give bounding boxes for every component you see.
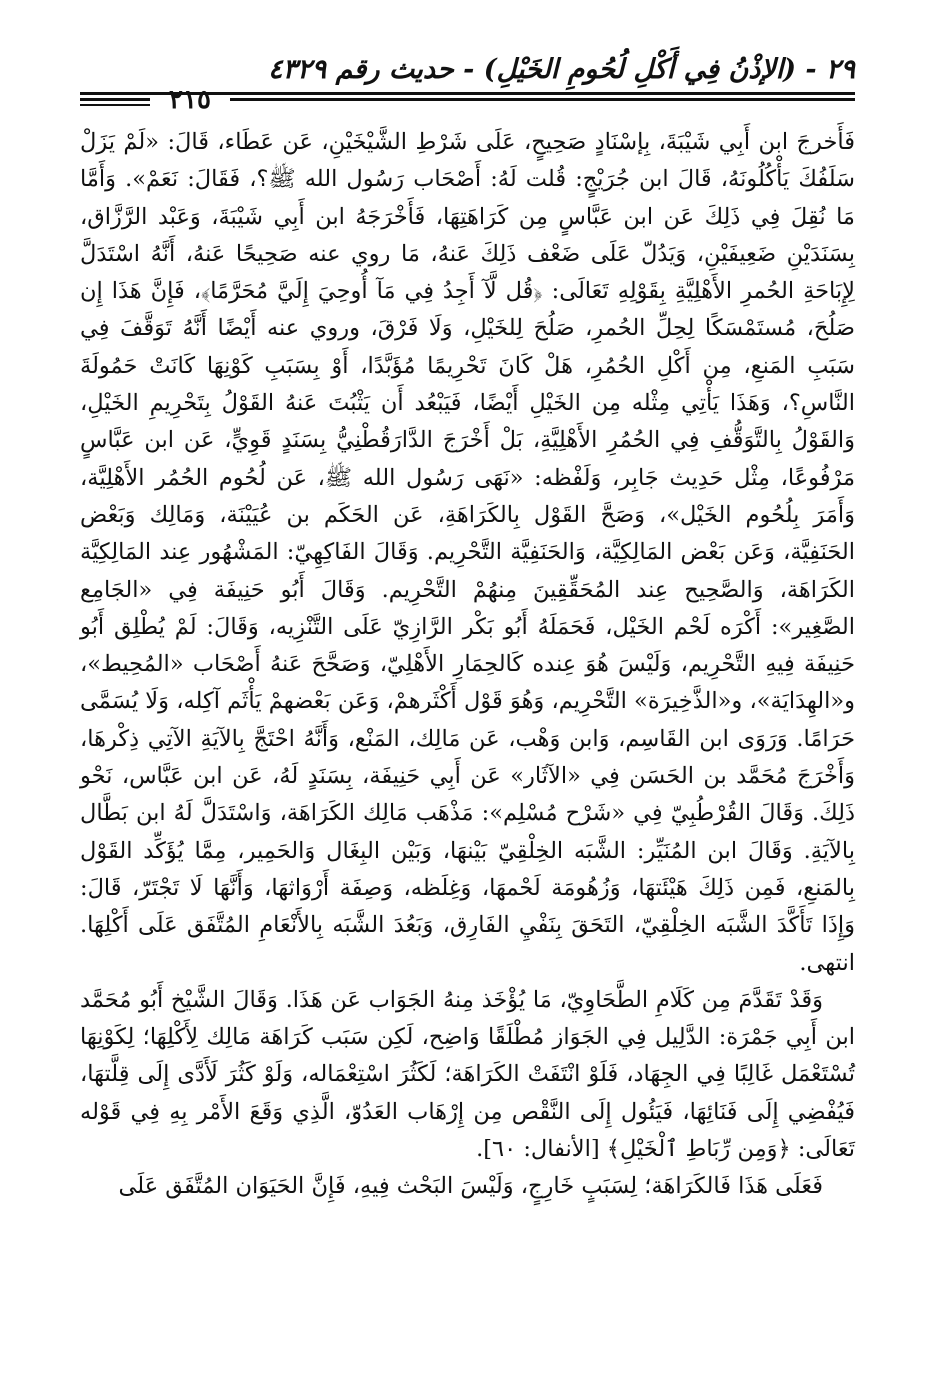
body-text (80, 124, 855, 1206)
header-rule-right (230, 98, 855, 101)
header-rule-short (80, 104, 150, 106)
paragraph-3: فَعَلَى هَذَا فَالكَرَاهَة؛ لِسَبَبٍ خَارِجٍ، وَلَيْسَ البَحْث فِيهِ، فَإِنَّ الحَيَوَان المُتَّفَق عَلَى (118, 1173, 823, 1200)
header-rule (80, 92, 855, 95)
paragraph-1: فَأَخرجَ ابن أَبِي شَيْبَةَ، بِإسْنَادٍ صَحِيحٍ، عَلَى شَرْطِ الشَّيْخَيْنِ، عَن عَطَاء، قَالَ: «لَمْ يَزَلْ سَلَفُكَ يَأْكُلُونَهُ، قَالَ ابن جُرَيْجٍ: قُلت لَهُ: أَصْحَاب رَسُول الله ﷺ؟، فَقَالَ: نَعَمْ». وَأَمَّا مَا نُقِلَ فِي ذَلِكَ عَن ابن عَبَّاسٍ مِن كَرَاهَتِهَا، فَأَخْرَجَهُ ابن أَبِي شَيْبَةَ، وَعَبْد الرَّزَّاق، بِسَنَدَيْنِ ضَعِيفَيْنِ، وَيَدُلّ عَلَى ضَعْف ذَلِكَ عَنهُ، مَا روي عنه صَحِيحًا عَنهُ، أَنَّهُ اسْتَدَلَّ لِإِبَاحَةِ الحُمرِ الأَهْلِيَّةِ بِقَوْلِهِ تَعَالَى: ﴿قُل لَّآ أَجِدُ فِي مَآ أُوحِيَ إِلَيَّ مُحَرَّمًا﴾، فَإِنَّ هَذَا إِن صَلُحَ، مُستَمْسَكًا لِحِلِّ الحُمرِ، صَلُحَ لِلخَيْلِ، وَلَا فَرْقَ، وروي عنه أَيْضًا أَنَّهُ تَوَقَّفَ فِي سَبَبِ المَنعِ، مِن أَكْلِ الحُمُرِ، هَلْ كَانَ تَحْرِيمًا مُؤَبَّدًا، أَوْ بِسَبَبِ كَوْنِهَا كَانَتْ حَمُولَةَ النَّاسِ؟، وَهَذَا يَأْتِي مِثْله مِن الخَيْلِ أَيْضًا، فَيَبْعُد أَن يَثْبُتَ عَنهُ القَوْلُ بِتَحْرِيمِ الخَيْلِ، وَالقَوْلُ بِالتَّوَقُّفِ فِي الحُمُرِ الأَهْلِيَّةِ، بَلْ أَخْرَجَ الدَّارَقُطْنِيُّ بِسَنَدٍ قَوِيٍّ، عَن ابن عَبَّاسٍ مَرْفُوعًا، مِثْل حَدِيث جَابِر، وَلَفْظه: «نَهَى رَسُول الله ﷺ، عَن لُحُوم الحُمُر الأَهْلِيَّة، وَأَمَرَ بِلُحُوم الخَيْل»، وَصَحَّ القَوْل بِالكَرَاهَةِ، عَن الحَكَم بن عُيَيْنَة، وَمَالِك وَبَعْض الحَنَفِيَّة، وَعَن بَعْض المَالِكِيَّة، وَالحَنَفِيَّة التَّحْرِيم. وَقَالَ الفَاكِهِيّ: المَشْهُور عِند المَالِكِيَّة الكَرَاهَة، وَالصَّحِيح عِند المُحَقِّقِينَ مِنهُمْ التَّحْرِيم. وَقَالَ أَبُو حَنِيفَة فِي «الجَامِع الصَّغِير»: أَكْرَه لَحْم الخَيْل، فَحَمَلَهُ أَبُو بَكْر الرَّازِيّ عَلَى التَّنْزِيه، وَقَالَ: لَمْ يُطْلِق أَبُو حَنِيفَة فِيهِ التَّحْرِيم، وَلَيْسَ هُوَ عِنده كَالحِمَارِ الأَهْلِيّ، وَصَحَّحَ عَنهُ أَصْحَاب «المُحِيط»، و«الهِدَايَة»، و«الذَّخِيرَة» التَّحْرِيم، وَهُوَ قَوْل أَكْثَرهمْ، وَعَن بَعْضهمْ يَأْثَم آكِله، وَلَا يُسَمَّى حَرَامًا. وَرَوَى ابن القَاسِم، وَابن وَهْب، عَن مَالِك، المَنْع، وَأَنَّهُ احْتَجَّ بِالآيَةِ الآتِي ذِكْرهَا، وَأَخْرَجَ مُحَمَّد بن الحَسَن فِي «الآثَار» عَن أَبِي حَنِيفَة، بِسَنَدٍ لَهُ، عَن ابن عَبَّاس، نَحْو ذَلِكَ. وَقَالَ القُرْطُبِيّ فِي «شَرْح مُسْلِم»: مَذْهَب مَالِك الكَرَاهَة، وَاسْتَدَلَّ لَهُ ابن بَطَّال بِالآيَةِ. وَقَالَ ابن المُنَيِّر: الشَّبَه الخِلْقِيّ بَيْنهَا، وَبَيْن البِغَال وَالحَمِير، مِمَّا يُؤَكِّد القَوْل بِالمَنعِ، فَمِن ذَلِكَ هَيْئَتهَا، وَزُهُومَة لَحْمهَا، وَغِلَظه، وَصِفَة أَرْوَاثهَا، وَأَنَّهَا لَا تَجْتَرّ، قَالَ: وَإِذَا تَأَكَّدَ الشَّبَه الخِلْقِيّ، التَحَقَ بِنَفْيِ الفَارِق، وَبَعُدَ الشَّبَه بِالأَنْعَامِ المُتَّفَق عَلَى أَكْلِهَا. انتهى. (80, 129, 855, 976)
header-rule-left (80, 98, 150, 101)
paragraph-2: وَقَدْ تَقَدَّمَ مِن كَلَامِ الطَّحَاوِيّ، مَا يُؤْخَذ مِنهُ الجَوَاب عَن هَذَا. وَقَالَ الشَّيْخ أَبُو مُحَمَّد ابن أَبِي جَمْرَة: الدَّلِيل فِي الجَوَاز مُطْلَقًا وَاضِح، لَكِن سَبَب كَرَاهَة مَالِك لِأَكْلِهَا؛ لِكَوْنِهَا تُسْتَعْمَل غَالِبًا فِي الجِهَاد، فَلَوْ انْتَفَتْ الكَرَاهَة؛ لَكَثُرَ اسْتِعْمَاله، وَلَوْ كَثُرَ لَأَدَّى إِلَى قِلَّتهَا، فَيُفْضِي إِلَى فَنَائِهَا، فَيَئُول إِلَى النَّقْص مِن إِرْهَاب العَدُوّ، الَّذِي وَقَعَ الأَمْر بِهِ فِي قَوْله تَعَالَى: ﴿وَمِن رِّبَاطِ ٱلْخَيْلِ﴾ [الأنفال: ٦٠]. (80, 986, 855, 1163)
page-number: ٢١٥ (169, 85, 211, 115)
running-title: ٢٩ - (الإذْنُ فِي أَكْلِ لُحُومِ الخَيْلِ) - حديث رقم ٤٣٢٩ (268, 54, 855, 85)
